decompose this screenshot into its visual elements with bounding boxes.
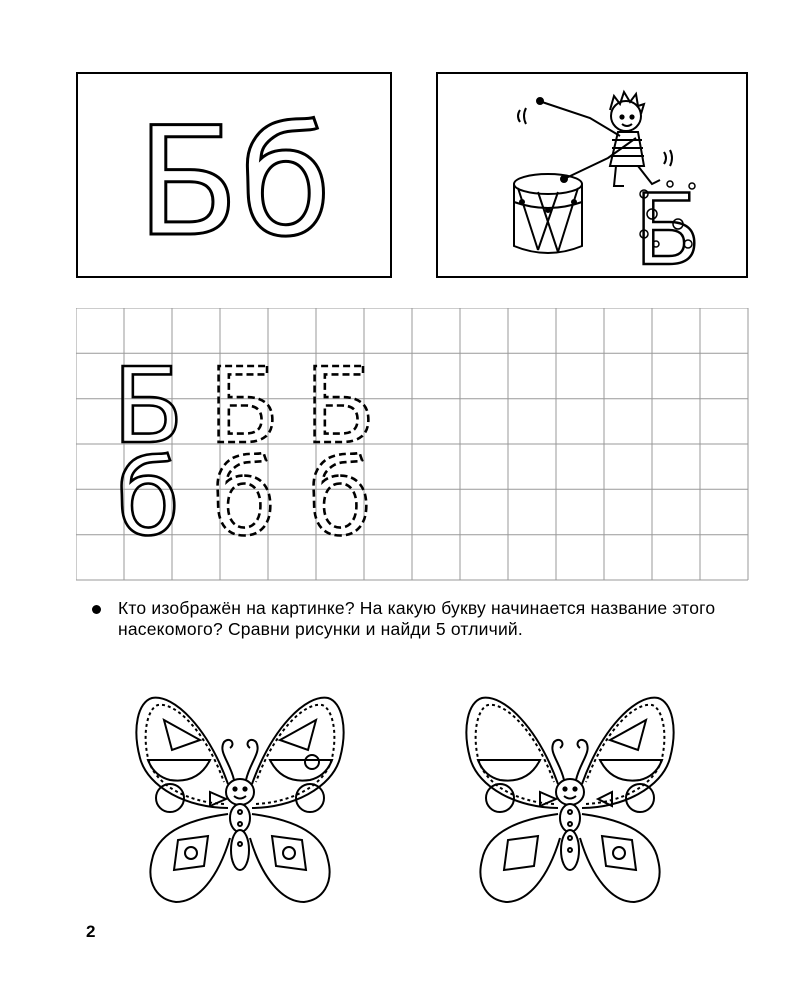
picture-letter: Б — [634, 174, 702, 276]
butterflies-illustration — [118, 688, 698, 916]
task-text: Кто изображён на картинке? На какую букву начинается название этого насекомого? Сравни рисунки и найди 5 отличий. — [118, 598, 716, 639]
letter-card — [76, 72, 392, 278]
bullet-icon — [92, 605, 101, 614]
uppercase-sample: Б — [112, 345, 184, 467]
right-butterfly — [466, 698, 673, 902]
big-letters-text: Бб — [136, 96, 332, 270]
lowercase-sample: б — [115, 437, 181, 559]
tracing-grid — [76, 308, 750, 582]
lowercase-trace: б — [211, 437, 277, 559]
lowercase-trace: б — [307, 437, 373, 559]
task-block — [92, 598, 772, 640]
uppercase-trace: Б — [304, 345, 376, 467]
page-number: 2 — [86, 922, 96, 941]
uppercase-trace: Б — [208, 345, 280, 467]
picture-card — [436, 72, 748, 278]
outlined-letters — [78, 74, 390, 276]
boy-drumming-icon — [438, 74, 746, 276]
left-butterfly — [136, 698, 343, 902]
